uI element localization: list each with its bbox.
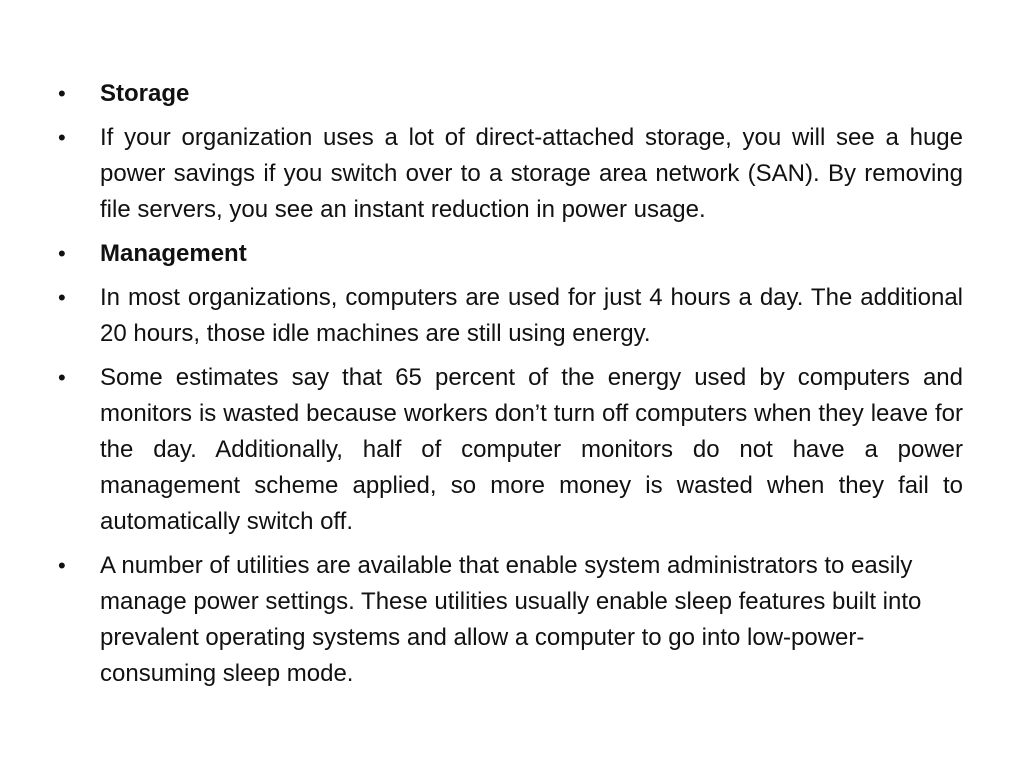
bullet-storage-heading [58,76,963,112]
bullet-icon: • [58,125,66,150]
bullet-storage-body [58,120,963,228]
bullet-list [58,76,963,700]
bullet-icon: • [58,241,66,266]
bullet-icon: • [58,553,66,578]
bullet-management-heading [58,236,963,272]
bullet-icon: • [58,365,66,390]
bullet-text: Some estimates say that 65 percent of the energy used by computers and monitors is wasted because workers don’t turn off computers when they leave for the day. Additionally, half of computer monitors do not have a power management scheme applied, so more money is wasted when they fail to automatically switch off. [100,364,963,535]
bullet-text: Management [100,240,247,267]
bullet-text: If your organization uses a lot of direct-attached storage, you will see a huge power savings if you switch over to a storage area network (SAN). By removing file servers, you see an instant reduction in power usage. [100,124,963,223]
bullet-icon: • [58,285,66,310]
bullet-text: A number of utilities are available that enable system administrators to easily manage power settings. These utilities usually enable sleep features built into prevalent operating systems and allow a computer to go into low-power-consuming sleep mode. [100,552,922,687]
bullet-management-utilities [58,548,963,692]
bullet-text: In most organizations, computers are used for just 4 hours a day. The additional 20 hours, those idle machines are still using energy. [100,284,963,347]
bullet-management-usage [58,280,963,352]
bullet-text: Storage [100,80,190,107]
bullet-management-estimates [58,360,963,540]
bullet-icon: • [58,81,66,106]
